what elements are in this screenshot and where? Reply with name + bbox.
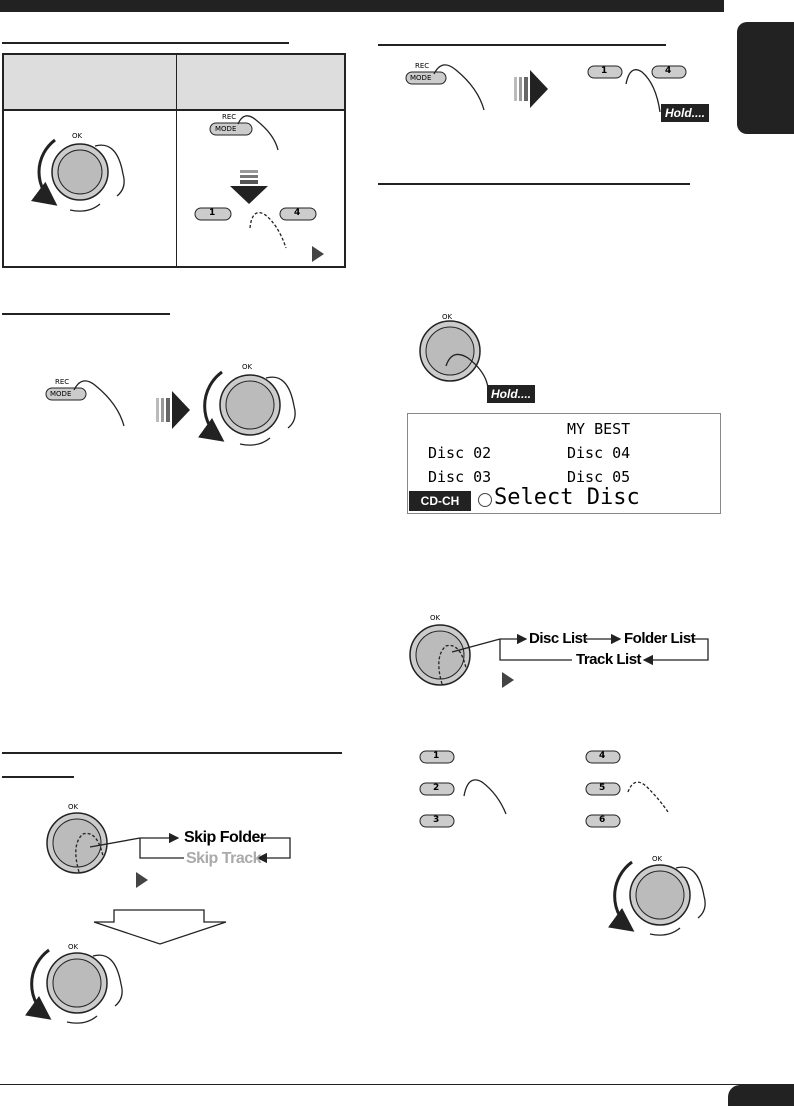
ok-label: OK	[242, 363, 253, 371]
mode-label: MODE	[410, 74, 432, 82]
ok-label: OK	[442, 313, 453, 321]
ok-knob-press-icon	[420, 321, 488, 388]
lcd-mode-badge: CD-CH	[409, 491, 471, 511]
preset-1-label: 1	[433, 751, 440, 761]
down-outline-arrow-icon	[94, 910, 226, 944]
ok-label: OK	[68, 943, 79, 951]
step-arrow-icon	[156, 391, 190, 429]
ok-knob-rotate-icon	[39, 140, 124, 211]
mode-label: MODE	[215, 125, 237, 133]
lcd-slot-number: 3	[413, 468, 420, 479]
preset-4-label: 4	[599, 751, 606, 761]
mode-button-icon	[46, 381, 124, 426]
preset-grid-icon	[420, 751, 668, 827]
flow-track-list: Track List	[576, 651, 642, 668]
flow-skip-folder: Skip Folder	[184, 829, 266, 846]
hold-badge: Hold....	[661, 104, 709, 122]
lcd-slot-number: 4	[707, 420, 714, 431]
lcd-slot-number: 2	[413, 444, 420, 455]
ok-label: OK	[72, 132, 83, 140]
lcd-disc-item: Disc 05	[567, 468, 631, 486]
lcd-disc-item: Disc 01	[428, 420, 492, 438]
preset-3-label: 3	[433, 815, 440, 825]
ok-label: OK	[652, 855, 663, 863]
preset-1-label: 1	[601, 66, 608, 76]
lcd-disc-item: MY BEST	[567, 420, 631, 438]
hold-badge: Hold....	[487, 385, 535, 403]
rec-label: REC	[55, 378, 70, 386]
flow-folder-list: Folder List	[624, 630, 696, 647]
flow-disc-list: Disc List	[529, 630, 588, 647]
lcd-status-text: Select Disc	[494, 485, 640, 510]
step-arrow-icon	[514, 70, 548, 108]
ok-label: OK	[430, 614, 441, 622]
lcd-display	[407, 413, 721, 514]
flow-skip-track: Skip Track	[186, 850, 262, 867]
mode-label: MODE	[50, 390, 72, 398]
lcd-slot-number: 1	[413, 420, 420, 431]
preset-4-label: 4	[665, 66, 672, 76]
preset-2-label: 2	[433, 783, 440, 793]
lcd-disc-item: Disc 04	[567, 444, 631, 462]
lcd-disc-item: Disc 02	[428, 444, 492, 462]
rec-label: REC	[415, 62, 430, 70]
ok-knob-push-icon	[47, 813, 148, 888]
rec-label: REC	[222, 113, 237, 121]
ok-knob-rotate-icon	[32, 950, 122, 1023]
down-arrow-icon	[230, 170, 268, 204]
preset-1-label: 1	[209, 208, 216, 218]
ok-knob-push-icon	[410, 625, 514, 688]
mode-button-icon	[406, 65, 484, 110]
disc-icon	[478, 493, 492, 507]
lcd-slot-number: 6	[707, 468, 714, 479]
ok-label: OK	[68, 803, 79, 811]
preset-5-label: 5	[599, 783, 606, 793]
ok-knob-rotate-icon	[205, 372, 295, 445]
preset-6-label: 6	[599, 815, 606, 825]
preset-4-label: 4	[294, 208, 301, 218]
lcd-slot-number: 5	[707, 444, 714, 455]
ok-knob-rotate-icon	[615, 862, 705, 935]
lcd-disc-item: Disc 03	[428, 468, 492, 486]
